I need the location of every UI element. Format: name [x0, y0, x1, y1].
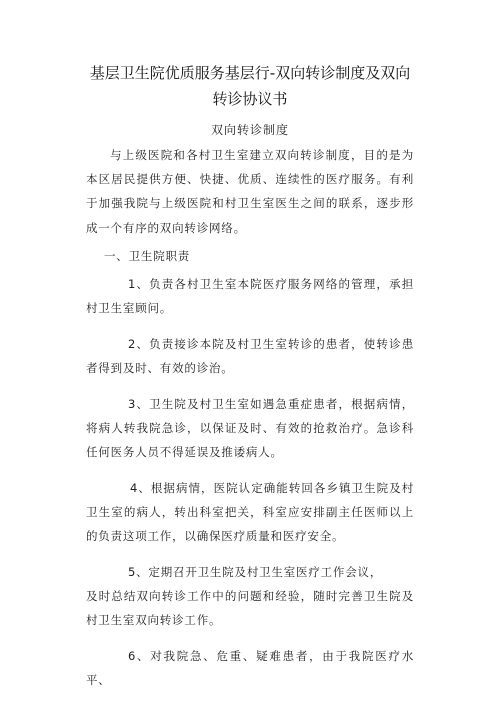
title-line-2: 转诊协议书	[212, 90, 288, 108]
intro-paragraph: 与上级医院和各村卫生室建立双向转诊制度，目的是为本区居民提供方便、快捷、优质、连续性的医疗服务。有利于加强我院与上级医院和村卫生室医生之间的联系，逐步形成一个有序的双向转诊网络。	[86, 148, 414, 235]
duty-item-5	[86, 560, 414, 633]
duty-item-4: 4、根据病情，医院认定确能转回各乡镇卫生院及村卫生室的病人，转出科室把关，科室应安排副主任医师以上的负责这项工作，以确保医疗质量和医疗安全。	[86, 480, 414, 544]
title-line-1: 基层卫生院优质服务基层行-双向转诊制度及双向	[89, 64, 411, 82]
duty-item-1: 1、负责各村卫生室本院医疗服务网络的管理，承担村卫生室顾问。	[86, 276, 414, 316]
duty-item-5-first-line: 5、定期召开卫生院及村卫生室医疗工作会议，	[128, 564, 383, 579]
duty-item-3: 3、卫生院及村卫生室如遇急重症患者，根据病情，将病人转我院急诊，以保证及时、有效的抢救治疗。急诊科任何医务人员不得延误及推诿病人。	[86, 396, 414, 460]
section-heading: 一、卫生院职责	[104, 248, 191, 263]
document-subtitle: 双向转诊制度	[210, 123, 289, 137]
document-title	[82, 60, 418, 112]
duty-item-6: 6、对我院急、危重、疑难患者，由于我院医疗水平、	[86, 648, 414, 688]
duty-item-2: 2、负责接诊本院及村卫生室转诊的患者，使转诊患者得到及时、有效的诊治。	[86, 336, 414, 375]
duty-item-5-continuation: 及时总结双向转诊工作中的问题和经验，随时完善卫生院及村卫生室双向转诊工作。	[86, 589, 414, 628]
